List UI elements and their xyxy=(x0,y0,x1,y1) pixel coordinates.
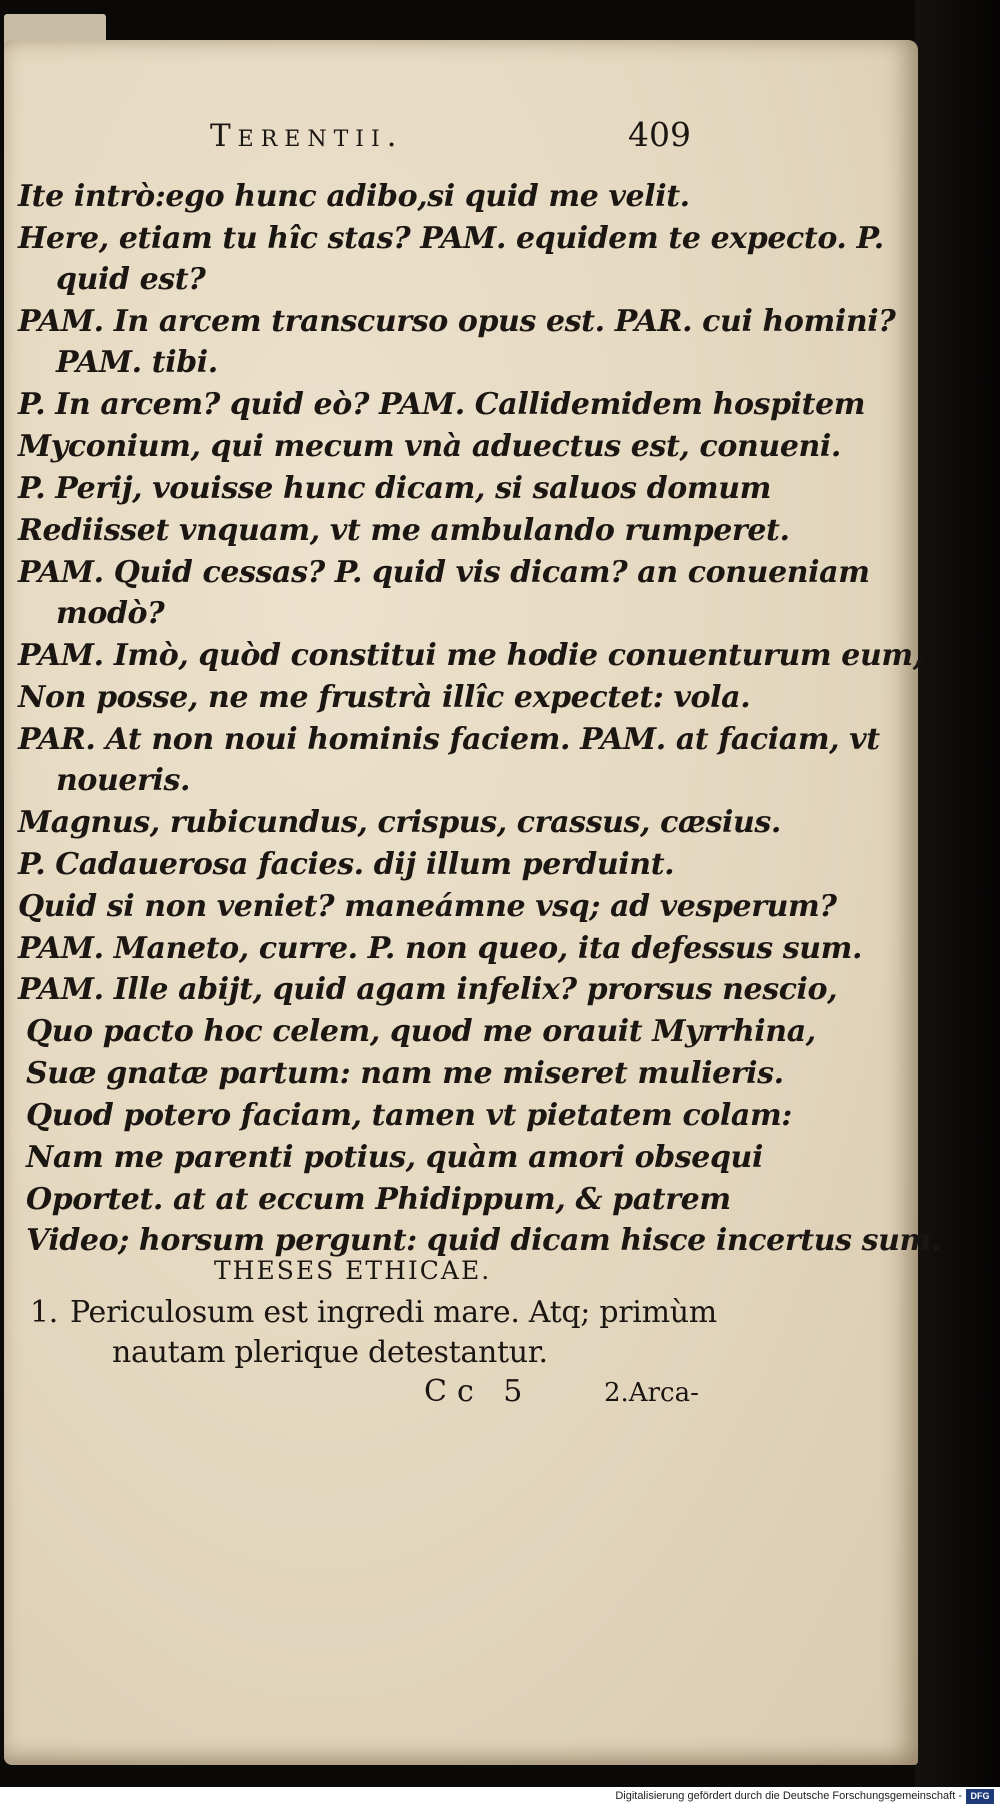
thesis-number: 1. xyxy=(30,1295,59,1330)
top-dark-band xyxy=(0,0,1000,38)
text-line: Non posse, ne me frustrà illîc expectet: vola. xyxy=(18,680,751,715)
text-line: P. Cadauerosa facies. dij illum perduint. xyxy=(18,847,675,882)
text-line: Ite intrò:ego hunc adibo,si quid me velit. xyxy=(18,179,690,214)
text-line: noueris. xyxy=(56,763,191,798)
thesis-line: nautam plerique detestantur. xyxy=(112,1335,548,1370)
section-heading: THESES ETHICAE. xyxy=(214,1256,492,1285)
text-line: Oportet. at at eccum Phidippum, & patrem xyxy=(26,1182,731,1217)
text-line: quid est? xyxy=(56,262,206,297)
text-line: PAM. Maneto, curre. P. non queo, ita defessus sum. xyxy=(18,931,863,966)
signature-mark: Cc 5 xyxy=(424,1374,533,1409)
text-line: PAM. Imò, quòd constitui me hodie conuenturum eum, xyxy=(18,638,923,673)
text-line: modò? xyxy=(56,596,165,631)
page-number: 409 xyxy=(628,115,691,154)
text-line: P. In arcem? quid eò? PAM. Callidemidem hospitem xyxy=(18,387,866,422)
catchword: 2.Arca- xyxy=(604,1378,699,1408)
text-line: PAM. tibi. xyxy=(56,345,218,380)
text-line: Myconium, qui mecum vnà aduectus est, conueni. xyxy=(18,429,841,464)
text-line: Video; horsum pergunt: quid dicam hisce incertus sum. xyxy=(26,1223,941,1258)
text-line: Here, etiam tu hîc stas? PAM. equidem te expecto. P. xyxy=(18,221,884,256)
footer-credit: Digitalisierung gefördert durch die Deutsche Forschungsgemeinschaft - xyxy=(615,1790,962,1802)
text-line: Quod potero faciam, tamen vt pietatem colam: xyxy=(26,1098,792,1133)
binding-shadow xyxy=(915,0,1000,1807)
text-line: Quo pacto hoc celem, quod me orauit Myrrhina, xyxy=(26,1014,816,1049)
text-line: Nam me parenti potius, quàm amori obsequi xyxy=(26,1140,763,1175)
thesis-line: Periculosum est ingredi mare. Atq; primùm xyxy=(70,1295,717,1330)
text-line: PAM. Ille abijt, quid agam infelix? prorsus nescio, xyxy=(18,972,838,1007)
text-line: PAM. Quid cessas? P. quid vis dicam? an conueniam xyxy=(18,555,870,590)
text-line: Suæ gnatæ partum: nam me miseret mulieris. xyxy=(26,1056,784,1091)
text-line: PAR. At non noui hominis faciem. PAM. at faciam, vt xyxy=(18,722,880,757)
text-line: Magnus, rubicundus, crispus, crassus, cæsius. xyxy=(18,805,781,840)
text-line: Quid si non veniet? maneámne vsq; ad vesperum? xyxy=(18,889,837,924)
text-line: PAM. In arcem transcurso opus est. PAR. cui homini? xyxy=(18,304,896,339)
dfg-logo: DFG xyxy=(966,1789,994,1804)
running-head: Terentii. xyxy=(210,118,404,154)
text-line: P. Perij, vouisse hunc dicam, si saluos domum xyxy=(18,471,771,506)
text-line: Rediisset vnquam, vt me ambulando rumperet. xyxy=(18,513,790,548)
